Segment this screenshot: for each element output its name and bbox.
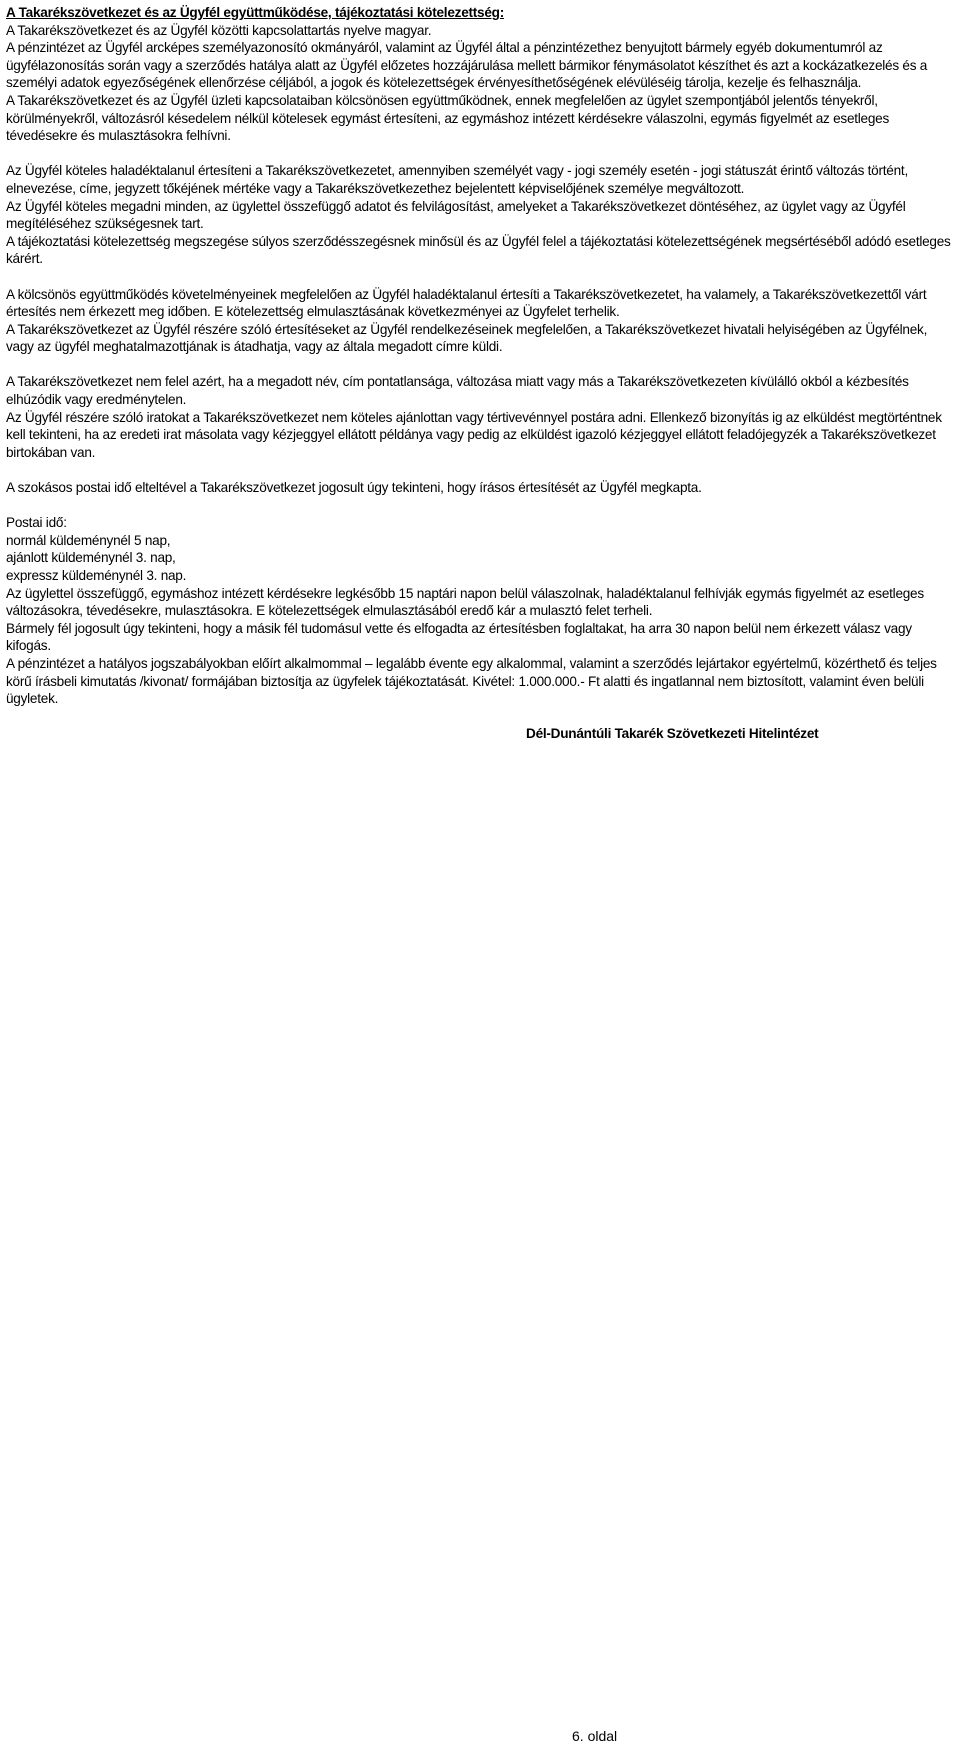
postal-time-express: expressz küldeménynél 3. nap. [6, 568, 187, 583]
postal-time-registered: ajánlott küldeménynél 3. nap, [6, 550, 176, 566]
paragraph-acceptance: Bármely fél jogosult úgy tekinteni, hogy a másik fél tudomásul vette és elfogadta az értesítésben foglaltakat, ha arra 30 napon belül nem érkezett válasz vagy kifogás. [6, 620, 912, 654]
postal-time-title: Postai idő: [6, 515, 67, 531]
paragraph-missing-notice: A kölcsönös együttműködés követelményeinek megfelelően az Ügyfél haladéktalanul értesíti a Takarékszövetkezetet, ha valamely, a Takarékszövetkezettől várt értesítés nem érkezett meg időben. E kötelezettség elmulasztásának következményei az Ügyfelet terhelik. [6, 286, 927, 320]
postal-time-normal: normál küldeménynél 5 nap, [6, 532, 171, 548]
paragraph-statements: A pénzintézet a hatályos jogszabályokban előírt alkalmommal – legalább évente egy alkalommal, valamint a szerződés lejártakor egyértelmű, közérthető és teljes körű írásbeli kimutatás /kivonat/ formájában biztosítja az ügyfelek tájékoztatását. Kivétel: 1.000.000.- Ft alatti és ingatlannal nem biztosított, valamint éven belüli ügyletek. [6, 655, 937, 707]
paragraph-postal-receipt: A szokásos postai idő elteltével a Takarékszövetkezet jogosult úgy tekinteni, hogy írásos értesítését az Ügyfél megkapta. [6, 480, 702, 496]
paragraph-provide-data: Az Ügyfél köteles megadni minden, az ügylettel összefüggő adatot és felvilágosítást, amelyeket a Takarékszövetkezet döntéséhez, az ügylet vagy az Ügyfél megítéléséhez szükségesnek tart. [6, 198, 906, 232]
section-heading: A Takarékszövetkezet és az Ügyfél együttműködése, tájékoztatási kötelezettség: [6, 5, 505, 20]
paragraph-id-copies: A pénzintézet az Ügyfél arcképes személyazonosító okmányáról, valamint az Ügyfél által a pénzintézethez benyujtott bármely egyéb dokumentumról az ügyfélazonosítás során vagy a szerződés hatálya alatt az Ügyfél előzetes hozzájárulása mellett bármikor fénymásolatot készíthet és azt a kockázatkezelés és a személyi adatok egyezőségének ellenőrzése céljából, a jogok és kötelezettségek érvényesíthetőségének elévüléséig tárolja, kezelje és felhasználja. [6, 40, 928, 91]
document-body [6, 4, 954, 743]
paragraph-delivery-method: A Takarékszövetkezet az Ügyfél részére szóló értesítéseket az Ügyfél rendelkezéseinek megfelelően, a Takarékszövetkezet hivatali helyiségében az Ügyfélnek, vagy az ügyfél meghatalmazottjának is átadhatja, vagy az általa megadott címre küldi. [6, 321, 928, 355]
paragraph-breach: A tájékoztatási kötelezettség megszegése súlyos szerződésszegésnek minősül és az Ügyfél felel a tájékoztatási kötelezettségének megsértéséből adódó esetleges kárért. [6, 233, 951, 267]
paragraph-language: A Takarékszövetkezet és az Ügyfél közötti kapcsolattartás nyelve magyar. [6, 22, 432, 38]
paragraph-cooperation: A Takarékszövetkezet és az Ügyfél üzleti kapcsolataiban kölcsönösen együttműködnek, ennek megfelelően az ügylet szempontjából jelentős tényekről, körülményekről, változásról késedelem nélkül kötelesek egymást értesíteni, az egymáshoz intézett kérdésekre válaszolni, egymás figyelmét az esetleges tévedésekre és mulasztásokra felhívni. [6, 92, 890, 144]
paragraph-liability: A Takarékszövetkezet nem felel azért, ha a megadott név, cím pontatlansága, változása miatt vagy más a Takarékszövetkezeten kívülálló okból a kézbesítés elhúzódik vagy eredménytelen. [6, 374, 909, 408]
page-number: 6. oldal [572, 1728, 618, 1744]
signature-institution: Dél-Dunántúli Takarék Szövetkezeti Hitelintézet [526, 726, 819, 742]
paragraph-notify-changes: Az Ügyfél köteles haladéktalanul értesíteni a Takarékszövetkezetet, amennyiben személyét vagy - jogi személy esetén - jogi státuszát érintő változás történt, elnevezése, címe, jegyzett tőkéjének mértéke vagy a Takarékszövetkezethez bejelentett képviselőjének személye megváltozott. [6, 163, 908, 196]
paragraph-documents-mail: Az Ügyfél részére szóló iratokat a Takarékszövetkezet nem köteles ajánlottan vagy tértivevénnyel postára adni. Ellenkező bizonyítás ig az elküldést megtörténtnek kell tekinteni, ha az eredeti irat másolata vagy kézjeggyel ellátott példánya vagy pedig az elküldést igazoló kézjeggyel ellátott feladójegyzék a Takarékszövetkezet birtokában van. [6, 409, 942, 460]
paragraph-response-deadline: Az ügylettel összefüggő, egymáshoz intézett kérdésekre legkésőbb 15 naptári napon belül válaszolnak, haladéktalanul felhívják egymás figyelmét az esetleges változásokra, tévedésekre, mulasztásokra. E kötelezettségek elmulasztásából eredő kár a mulasztó felet terheli. [6, 585, 924, 619]
